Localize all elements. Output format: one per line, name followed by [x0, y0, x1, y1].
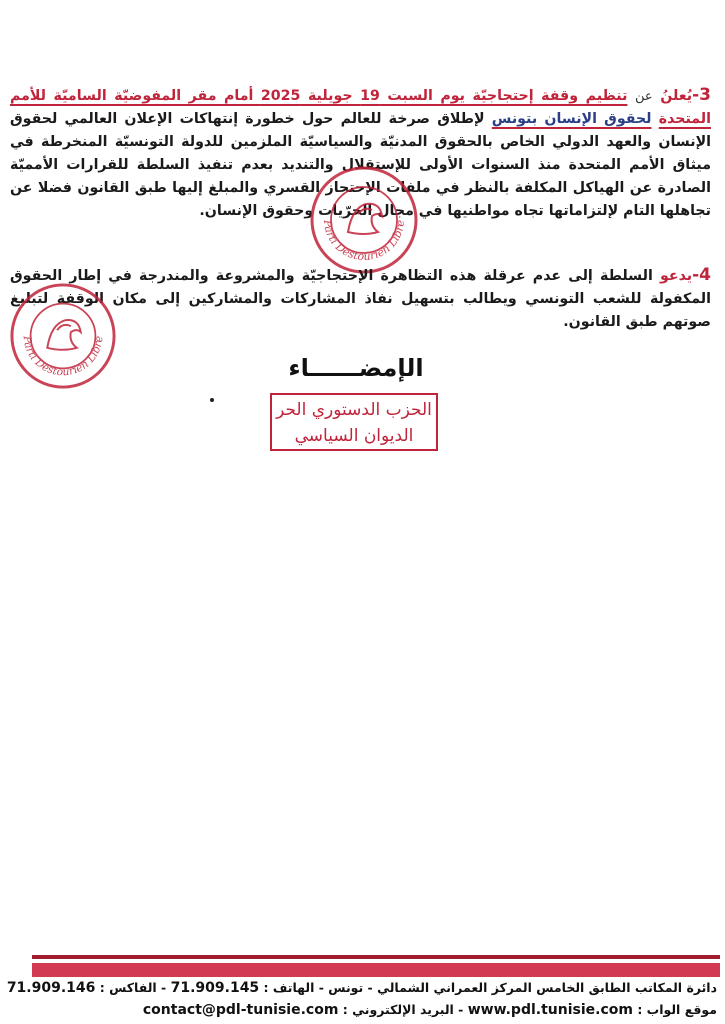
svg-text:Parti Destourien Libre — [20, 334, 105, 378]
footer-email-link[interactable]: contact@pdl-tunisie.com — [142, 1002, 339, 1018]
footer-divider-bar — [32, 963, 720, 977]
footer-website-label: موقع الواب : — [637, 1002, 717, 1017]
footer-divider-top — [32, 955, 720, 959]
footer-phone: 71.909.145 — [170, 980, 260, 996]
party-seal-stamp-2 — [8, 281, 118, 391]
stamp-line-bureau: الديوان السياسي — [294, 426, 414, 446]
ink-dot — [210, 398, 214, 402]
paragraph-verb: يُعلنُ — [660, 88, 693, 104]
party-seal-stamp — [308, 164, 420, 276]
seal-text: Parti Destourien Libre — [20, 335, 106, 379]
stamp-line-party: الحزب الدستوري الحر — [276, 400, 432, 420]
footer-fax-label: - الفاكس : — [99, 980, 167, 995]
highlight-red-text: تنظيم وقفة إحتجاجيّة يوم السبت 19 جويلية 2025 أمام مقر المفوضيّة الساميّة للأمم المتحدة — [10, 88, 711, 127]
svg-text:Parti Destourien Libre — [321, 218, 407, 263]
paragraph-verb: يدعو — [659, 268, 693, 284]
seal-text: Parti Destourien Libre — [320, 219, 408, 264]
footer-contact-line — [40, 1002, 717, 1018]
footer-website-link[interactable]: www.pdl.tunisie.com — [467, 1002, 633, 1018]
paragraph-number: 4- — [692, 265, 711, 285]
highlight-blue-text: لحقوق الإنسان بتونس — [491, 111, 652, 127]
paragraph-body: السلطة إلى عدم عرقلة هذه التظاهرة الإحتجاجيّة والمشروعة والمندرجة في إطار الحقوق المكفولة للشعب التونسي ويطالب بتسهيل نفاذ المشاركات والمشاركين إلى مكان الوقفة لتبليغ صوتهم طبق القانون. — [10, 268, 711, 330]
footer-address: دائرة المكاتب الطابق الخامس المركز العمراني الشمالي - تونس - الهاتف : — [263, 980, 717, 995]
signature-stamp — [270, 393, 438, 451]
signature-label: الإمضــــــاء — [288, 354, 424, 382]
paragraph-number: 3- — [692, 85, 711, 105]
footer-address-line — [6, 980, 717, 996]
footer-email-label: - البريد الإلكتروني : — [342, 1002, 464, 1017]
paragraph-body: لإطلاق صرخة للعالم حول خطورة إنتهاكات الإعلان العالمي لحقوق الإنسان والعهد الدولي الخاص بالحقوق المدنيّة والسياسيّة الملزمين للدولة التونسيّة المنخرطة في ميثاق الأمم المتحدة منذ السنوات الأولى للإستقلال والتنديد بعدم تنفيذ السلطة للقرارات الأمميّة الصادرة عن الهياكل المكلفة بالنظر في ملفات الإحتجاز القسري والمبلغ إليها طبق القانون فضلا عن تجاهلها التام لإلتزاماتها تجاه مواطنيها في مجال الحرّيات وحقوق الإنسان. — [10, 111, 711, 219]
footer-fax: 71.909.146 — [6, 980, 96, 996]
paragraph-preposition: عن — [634, 89, 653, 104]
